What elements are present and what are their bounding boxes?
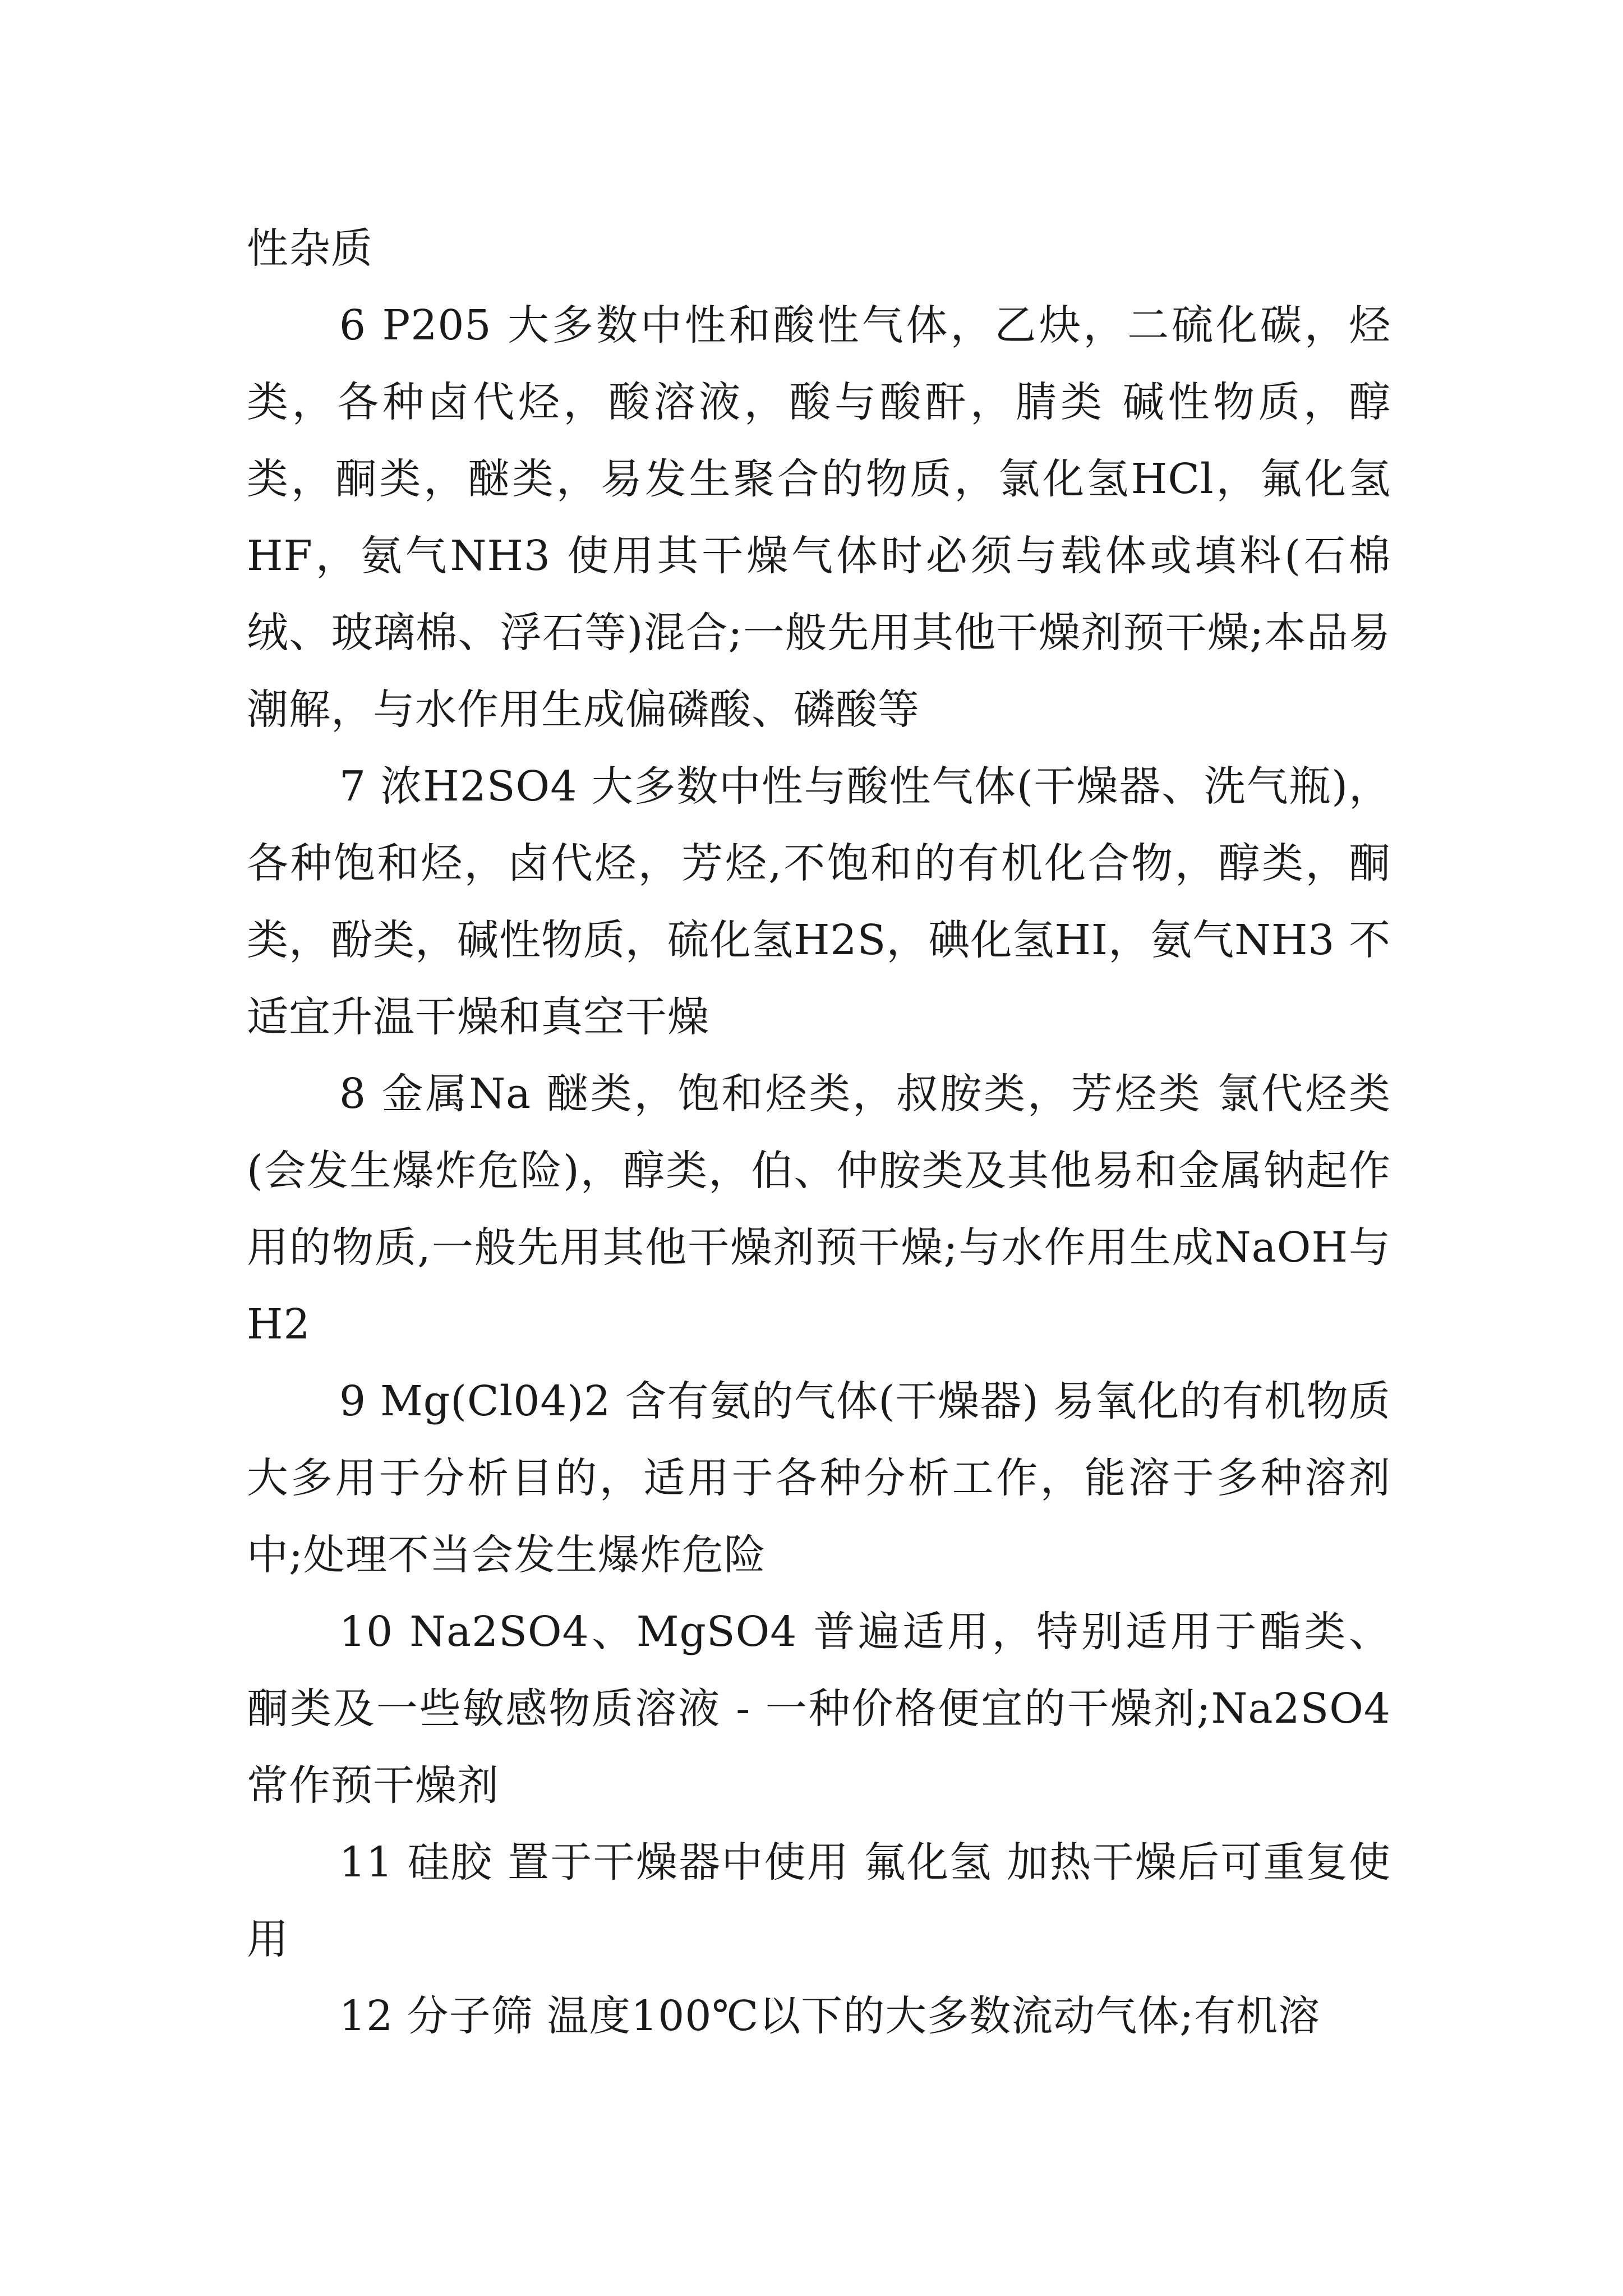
- paragraph-item-12: 12 分子筛 温度100℃以下的大多数流动气体;有机溶: [339, 1992, 1321, 2040]
- paragraph-item-8: 8 金属Na 醚类，饱和烃类，叔胺类，芳烃类 氯代烃类(会发生爆炸危险)，醇类，伯、仲胺类及其他易和金属钠起作用的物质,一般先用其他干燥剂预干燥;与水作用生成NaOH与H2: [247, 1070, 1391, 1349]
- paragraph-continuation: 性杂质: [247, 224, 373, 273]
- paragraph-item-7: 7 浓H2SO4 大多数中性与酸性气体(干燥器、洗气瓶)，各种饱和烃，卤代烃，芳烃,不饱和的有机化合物，醇类，酮类，酚类，碱性物质，硫化氢H2S，碘化氢HI，氨气NH3 不适宜升温干燥和真空干燥: [247, 762, 1391, 1041]
- paragraph-item-10: 10 Na2SO4、MgSO4 普遍适用，特别适用于酯类、酮类及一些敏感物质溶液 - 一种价格便宜的干燥剂;Na2SO4常作预干燥剂: [247, 1608, 1391, 1810]
- paragraph-item-6: 6 P205 大多数中性和酸性气体，乙炔，二硫化碳，烃类，各种卤代烃，酸溶液，酸与酸酐，腈类 碱性物质，醇类，酮类，醚类，易发生聚合的物质，氯化氢HCl，氟化氢HF，氨气NH3 使用其干燥气体时必须与载体或填料(石棉绒、玻璃棉、浮石等)混合;一般先用其他干燥剂预干燥;本品易潮解，与水作用生成偏磷酸、磷酸等: [247, 301, 1391, 734]
- paragraph-item-9: 9 Mg(Cl04)2 含有氨的气体(干燥器) 易氧化的有机物质 大多用于分析目的，适用于各种分析工作，能溶于多种溶剂中;处理不当会发生爆炸危险: [247, 1377, 1405, 1579]
- paragraph-item-11: 11 硅胶 置于干燥器中使用 氟化氢 加热干燥后可重复使用: [247, 1838, 1391, 1963]
- document-body: [247, 210, 1405, 2055]
